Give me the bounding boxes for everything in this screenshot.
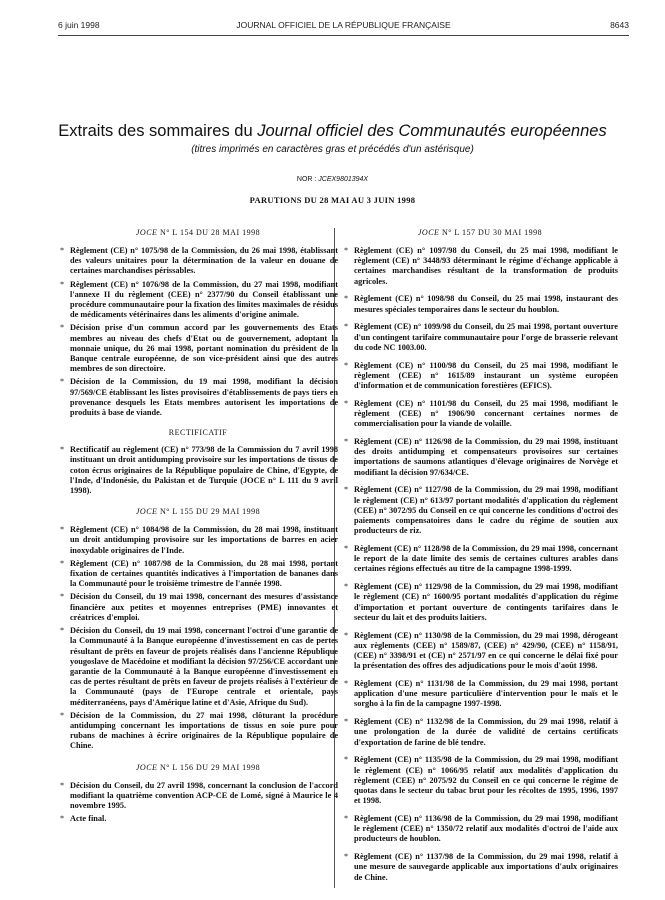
list-item: * Règlement (CE) n° 1075/98 de la Commission, du 26 mai 1998, établissant des valeurs unitaires pour la détermination de la valeur en douane de certaines marchandises périssables. [58,246,338,277]
nor-label: NOR : [296,176,319,183]
list-item: * Règlement (CE) n° 1127/98 de la Commission, du 29 mai 1998, modifiant le règlement (CE) n° 613/97 portant modalités d'application du règlement (CEE) n° 3072/95 du Conseil en ce qui concerne les conditions d'octroi des paiements compensatoires dans le cadre du régime de soutien aux producteurs de riz. [342,485,618,536]
page-subtitle: (titres imprimés en caractères gras et précédés d'un astérisque) [191,144,474,155]
list-item: * Règlement (CE) n° 1084/98 de la Commission, du 28 mai 1998, instituant un droit antidumping provisoire sur les importations de barres en acier inoxydable originaires de l'Inde. [58,525,338,556]
header-page-number: 8643 [610,20,629,30]
list-item: * Rectificatif au règlement (CE) n° 773/98 de la Commission du 7 avril 1998 instituant un droit antidumping provisoire sur les importations de tissus de coton écrus originaires de la République populaire de Chine, d'Egypte, de l'Inde, d'Indonésie, du Pakistan et de Turquie (JOCE n° L 111 du 9 avril 1998). [58,445,338,496]
list-item: * Règlement (CE) n° 1128/98 de la Commission, du 29 mai 1998, concernant le report de la date limite des semis de certaines cultures arables dans certaines régions effectués au titre de la campagne 1998-1999. [342,544,618,575]
section-label: N° L 156 DU 29 MAI 1998 [157,762,261,772]
list-item: * Règlement (CE) n° 1100/98 du Conseil, du 25 mai 1998, modifiant le règlement (CEE) n° 1615/89 instaurant un système européen d'information et de communication forestières (EFICS). [342,361,618,392]
list-item: * Règlement (CE) n° 1087/98 de la Commission, du 28 mai 1998, portant fixation de certaines quantités indicatives à l'importation de bananes dans la Communauté pour le troisième trimestre de l'année 1998. [58,559,338,590]
section-prefix: JOCE [417,228,440,237]
header-rule [58,35,629,36]
section-heading [342,228,618,237]
list-item: * Règlement (CE) n° 1076/98 de la Commission, du 27 mai 1998, modifiant l'annexe II du règlement (CEE) n° 2377/90 du Conseil établissant une procédure communautaire pour la fixation des limites maximales de résidus de médicaments vétérinaires dans les aliments d'origine animale. [58,280,338,321]
list-item: * Règlement (CE) n° 1136/98 de la Commission, du 29 mai 1998, modifiant le règlement (CEE) n° 1350/72 relatif aux modalités d'octroi de l'aide aux producteurs de houblon. [342,814,618,845]
nor-reference [0,176,665,183]
list-item: * Règlement (CE) n° 1126/98 de la Commission, du 29 mai 1998, instituant des droits antidumping et compensateurs provisoires sur certaines importations de saumons atlantiques d'élevage originaires de Norvège et modifiant la décision 97/634/CE. [342,437,618,478]
running-header [58,20,629,34]
list-item: * Règlement (CE) n° 1129/98 de la Commission, du 29 mai 1998, modifiant le règlement (CE) n° 1600/95 portant modalités d'application du régime d'importation et portant ouverture de contingents tarifaires dans le secteur du lait et des produits laitiers. [342,582,618,623]
list-item: * Règlement (CE) n° 1097/98 du Conseil, du 25 mai 1998, modifiant le règlement (CE) n° 3448/93 déterminant le régime d'échange applicable à certaines marchandises résultant de la transformation de produits agricoles. [342,246,618,287]
section-heading [58,228,338,237]
section-prefix: JOCE [135,762,158,772]
right-column [342,228,618,890]
list-item: * Règlement (CE) n° 1131/98 de la Commission, du 29 mai 1998, portant application d'une mesure particulière d'intervention pour le maïs et le sorgho à la fin de la campagne 1997-1998. [342,679,618,710]
list-item: * Acte final. [58,814,338,824]
rectificatif-heading: RECTIFICATIF [168,428,228,438]
list-item: * Règlement (CE) n° 1101/98 du Conseil, du 25 mai 1998, modifiant le règlement (CEE) n° 1906/90 concernant certaines normes de commercialisation pour la viande de volaille. [342,399,618,430]
page-title [0,122,665,141]
list-item: * Décision du Conseil, du 27 avril 1998, concernant la conclusion de l'accord modifiant la quatrième convention ACP-CE de Lomé, signé à Maurice le 4 novembre 1995. [58,781,338,812]
list-item: * Règlement (CE) n° 1135/98 de la Commission, du 29 mai 1998, modifiant le règlement (CE) n° 1066/95 relatif aux modalités d'application du règlement (CEE) n° 2075/92 du Conseil en ce qui concerne le régime de quotas dans le secteur du tabac brut pour les récoltes de 1995, 1996, 1997 et 1998. [342,755,618,806]
list-item: * Règlement (CE) n° 1137/98 de la Commission, du 29 mai 1998, relatif à une mesure de sauvegarde applicable aux importations d'aulx originaires de Chine. [342,852,618,883]
section-prefix: JOCE [135,507,158,517]
section-prefix: JOCE [135,228,158,237]
left-column [58,228,338,827]
list-item: * Règlement (CE) n° 1099/98 du Conseil, du 25 mai 1998, portant ouverture d'un contingent tarifaire communautaire pour l'orge de brasserie relevant du code NC 1003.00. [342,322,618,353]
list-item: * Décision du Conseil, du 19 mai 1998, concernant l'octroi d'une garantie de la Communauté à la Banque européenne d'investissement en cas de pertes résultant de prêts en faveur de projets réalisés dans l'ancienne République yougoslave de Macédoine et modifiant la décision 97/256/CE accordant une garantie de la Communauté à la Banque européenne d'investissement en cas de pertes résultant de prêts en faveur de projets réalisés à l'extérieur de la Communauté (pays de l'Europe centrale et orientale, pays méditerranéens, pays d'Amérique latine et d'Asie, Afrique du Sud). [58,626,338,708]
entries-154 [58,246,338,418]
section-heading [58,507,338,516]
section-label: N° L 157 DU 30 MAI 1998 [439,228,543,237]
title-prefix: Extraits des sommaires du [58,122,258,140]
header-journal-name: JOURNAL OFFICIEL DE LA RÉPUBLIQUE FRANÇAISE [236,20,451,30]
entries-157 [342,246,618,883]
list-item: * Règlement (CE) n° 1098/98 du Conseil, du 25 mai 1998, instaurant des mesures spéciales temporaires dans le secteur du houblon. [342,294,618,314]
section-label: N° L 154 DU 28 MAI 1998 [157,228,261,237]
list-item: * Décision du Conseil, du 19 mai 1998, concernant des mesures d'assistance financière aux petites et moyennes entreprises (PME) innovantes et créatrices d'emploi. [58,592,338,623]
list-item: * Règlement (CE) n° 1130/98 de la Commission, du 29 mai 1998, dérogeant aux règlements (CEE) n° 1589/87, (CEE) n° 429/90, (CEE) n° 1158/91, (CEE) n° 3398/91 et (CE) n° 2571/97 en ce qui concerne le délai fixé pour la présentation des offres des adjudications pour le mois d'août 1998. [342,631,618,672]
entries-155 [58,525,338,751]
entries-156 [58,781,338,825]
list-item: * Décision de la Commission, du 27 mai 1998, clôturant la procédure antidumping concernant les importations de tissus en soie pure pour rubans de machines à écrire originaires de la République populaire de Chine. [58,711,338,752]
parutions-heading: PARUTIONS DU 28 MAI AU 3 JUIN 1998 [249,195,416,205]
title-journal: Journal officiel des Communautés européennes [257,122,607,140]
section-heading [58,763,338,772]
header-date: 6 juin 1998 [58,20,100,30]
list-item: * Décision prise d'un commun accord par les gouvernements des Etats membres au niveau des chefs d'Etat ou de gouvernement, adoptant la monnaie unique, du 26 mai 1998, portant nomination du président de la Banque centrale européenne, de son vice-président ainsi que des autres membres de son directoire. [58,323,338,374]
list-item: * Règlement (CE) n° 1132/98 de la Commission, du 29 mai 1998, relatif à une prolongation de la durée de validité de certains certificats d'exportation de farine de blé tendre. [342,717,618,748]
list-item: * Décision de la Commission, du 19 mai 1998, modifiant la décision 97/569/CE établissant les listes provisoires d'établissements de pays tiers en provenance desquels les Etats membres autorisent les importations de produits à base de viande. [58,377,338,418]
nor-value: JCEX9801394X [318,176,369,183]
section-label: N° L 155 DU 29 MAI 1998 [157,507,261,517]
